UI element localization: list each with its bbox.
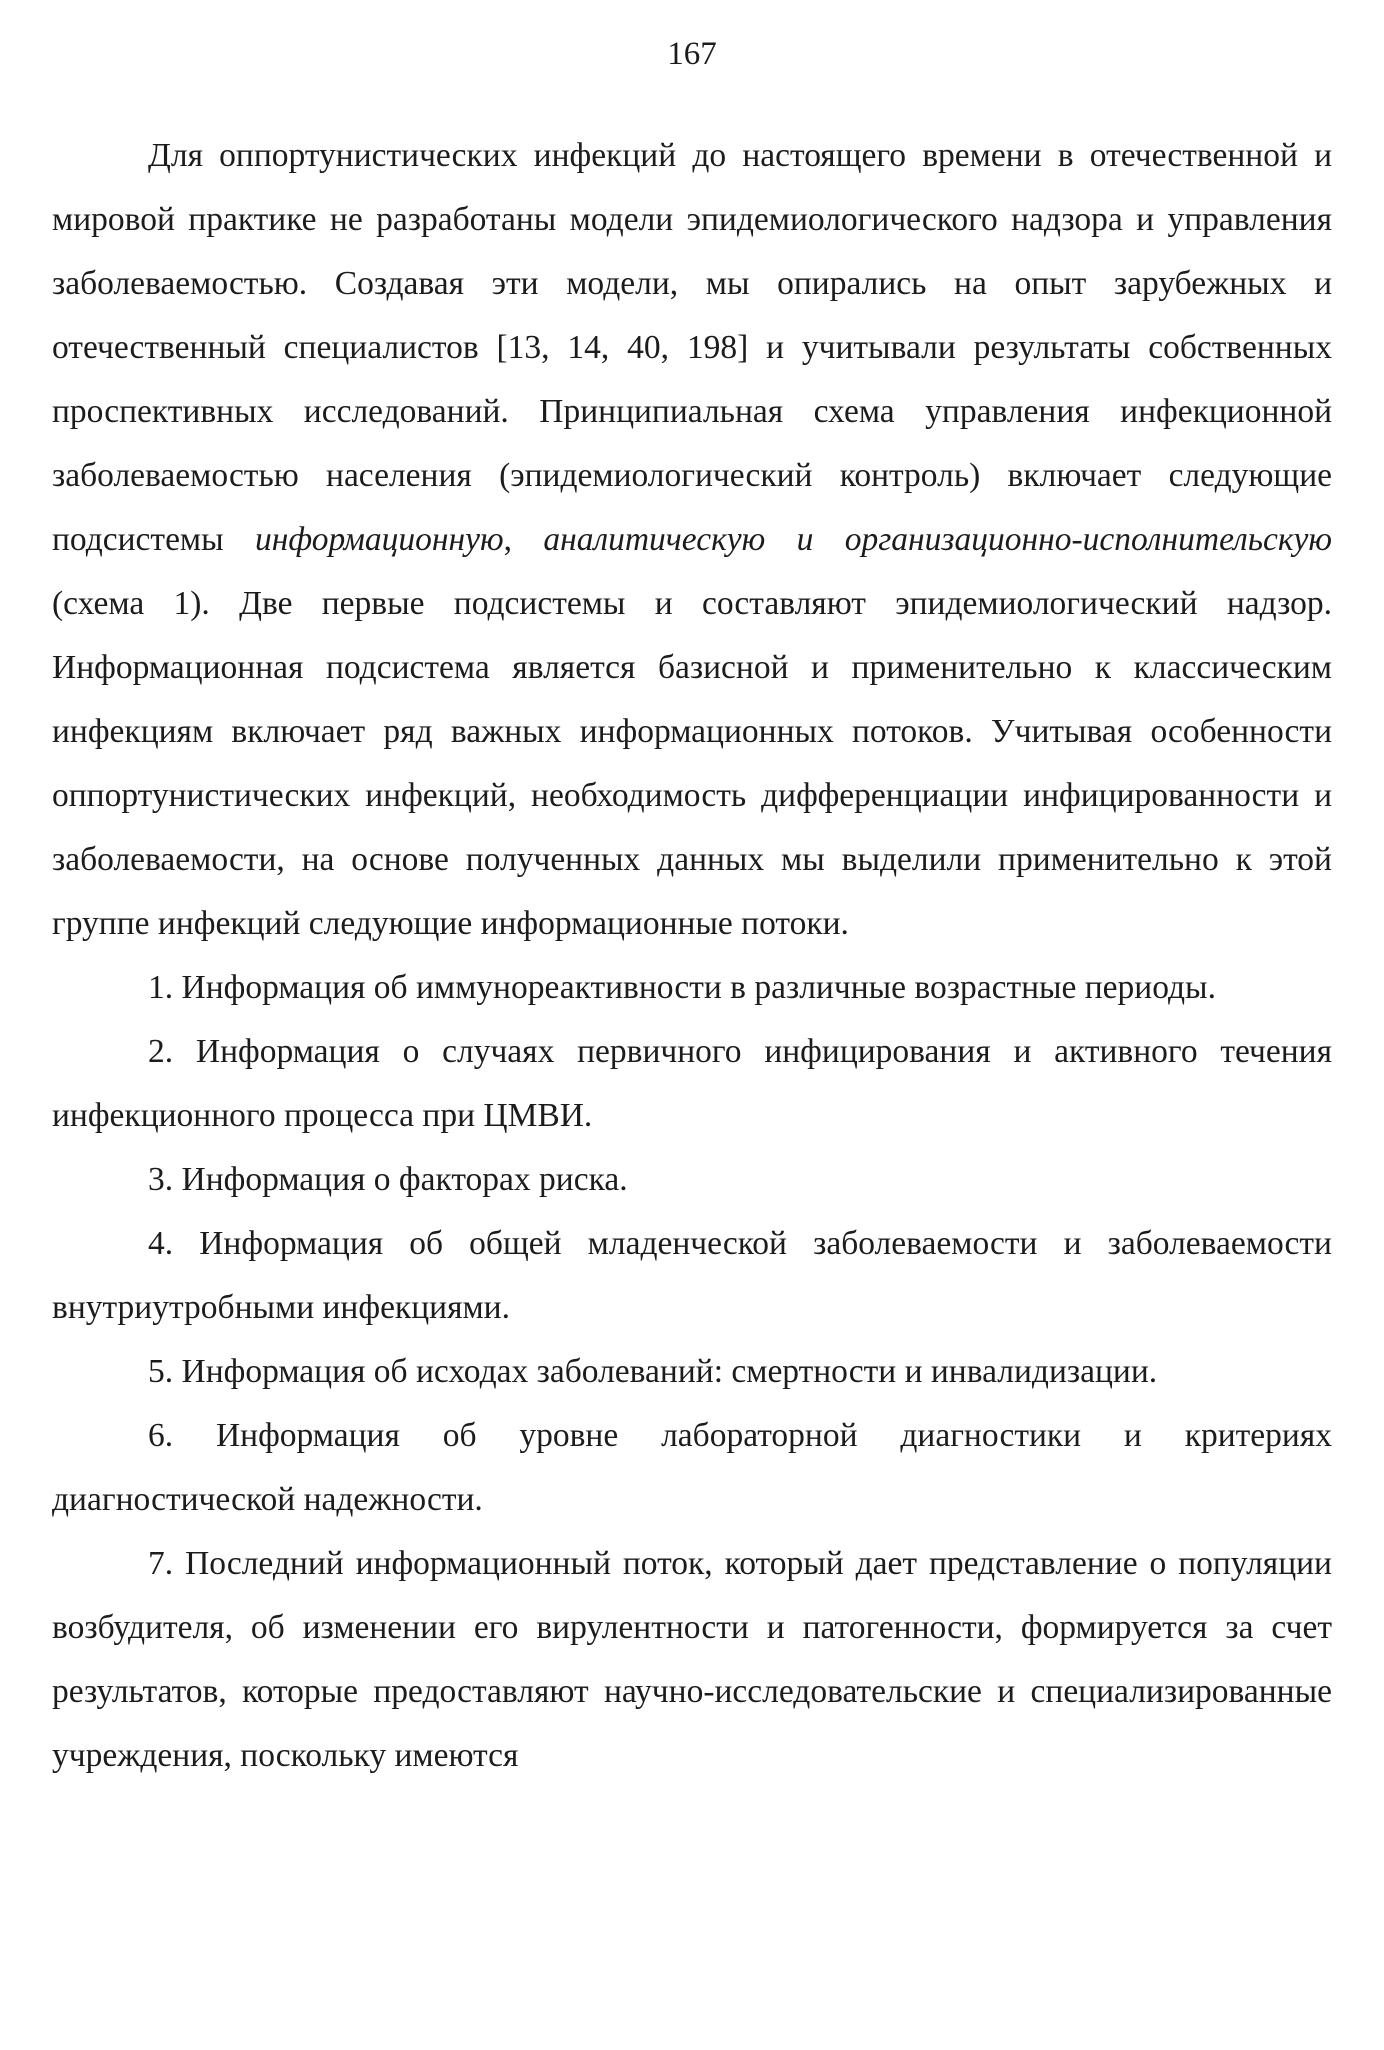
list-item-7: 7. Последний информационный поток, который дает представление о популяции возбудителя, об изменении его вирулентности и патогенности, формируется за счет результатов, которые предоставляют научно-исследовательские и специализированные учреждения, поскольку имеются (52, 1545, 1332, 1774)
list-item-5: 5. Информация об исходах заболеваний: смертности и инвалидизации. (148, 1353, 1158, 1390)
intro-text-part2: (схема 1). Две первые подсистемы и составляют эпидемиологический надзор. Информационная подсистема является базисной и применительно к классическим инфекциям включает ряд важных информационных потоков. Учитывая особенности оппортунистических инфекций, необходимость дифференциации инфицированности и заболеваемости, на основе полученных данных мы выделили применительно к этой группе инфекций следующие информационные потоки. (52, 585, 1332, 942)
intro-paragraph (52, 124, 1332, 956)
intro-text-part1: Для оппортунистических инфекций до настоящего времени в отечественной и мировой практике не разработаны модели эпидемиологического надзора и управления заболеваемостью. Создавая эти модели, мы опирались на опыт зарубежных и отечественный специалистов [13, 14, 40, 198] и учитывали результаты собственных проспективных исследований. Принципиальная схема управления инфекционной заболеваемостью населения (эпидемиологический контроль) включает следующие подсистемы (52, 137, 1332, 558)
document-page (52, 28, 1332, 1788)
intro-italic-information: информационную (255, 521, 504, 558)
list-item-4: 4. Информация об общей младенческой заболеваемости и заболеваемости внутриутробными инфекциями. (52, 1225, 1332, 1326)
intro-italic-analytic: аналитическую и организационно-исполнительскую (543, 521, 1332, 558)
list-item-3: 3. Информация о факторах риска. (148, 1161, 628, 1198)
page-number: 167 (667, 36, 717, 72)
list-item-6: 6. Информация об уровне лабораторной диагностики и критериях диагностической надежности. (52, 1417, 1332, 1518)
list-item-1: 1. Информация об иммунореактивности в различные возрастные периоды. (148, 969, 1216, 1006)
intro-separator: , (503, 521, 544, 558)
list-item-2: 2. Информация о случаях первичного инфицирования и активного течения инфекционного процесса при ЦМВИ. (52, 1033, 1332, 1134)
